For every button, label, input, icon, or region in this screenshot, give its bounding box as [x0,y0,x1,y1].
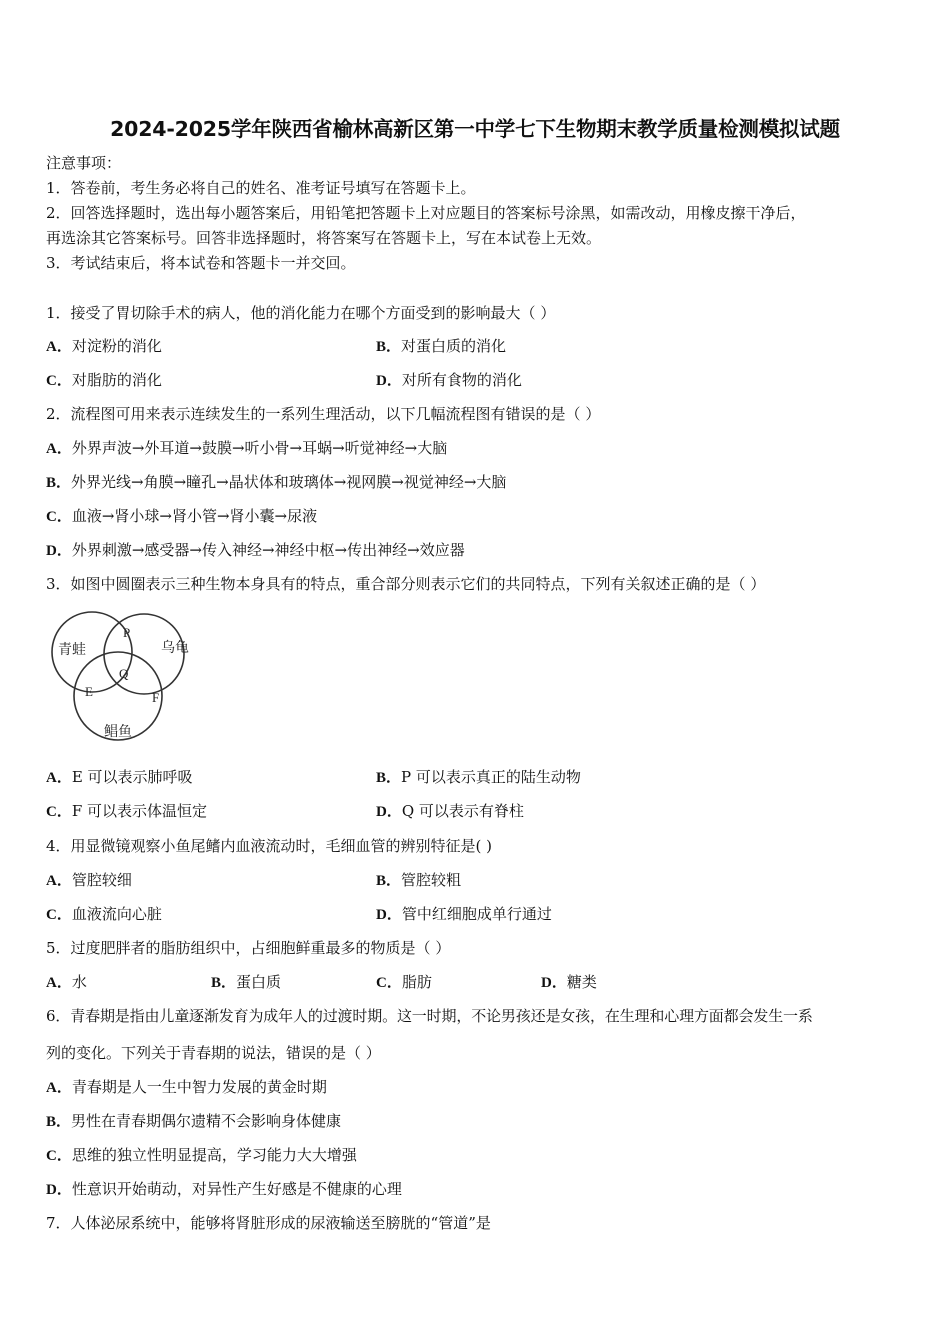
question-5-stem: 5．过度肥胖者的脂肪组织中，占细胞鲜重最多的物质是（ ） [46,939,451,957]
question-5-option-c[interactable]: C．脂肪 [376,973,432,991]
question-3-option-c[interactable]: C．F 可以表示体温恒定 [46,802,208,820]
notice-item-1: 1．答卷前，考生务必将自己的姓名、准考证号填写在答题卡上。 [46,179,476,197]
question-6-option-d[interactable]: D．性意识开始萌动，对异性产生好感是不健康的心理 [46,1180,402,1198]
venn-region-p: P [123,625,131,640]
question-4-option-c[interactable]: C．血液流向心脏 [46,905,162,923]
question-2-stem: 2．流程图可用来表示连续发生的一系列生理活动，以下几幅流程图有错误的是（ ） [46,405,601,423]
question-1-option-a[interactable]: A．对淀粉的消化 [46,337,162,355]
question-2-option-a[interactable]: A．外界声波→外耳道→鼓膜→听小骨→耳蜗→听觉神经→大脑 [46,439,448,457]
venn-diagram [44,605,189,755]
question-3-option-b[interactable]: B．P 可以表示真正的陆生动物 [376,768,581,786]
question-6-option-c[interactable]: C．思维的独立性明显提高，学习能力大大增强 [46,1146,357,1164]
notice-heading: 注意事项： [46,154,122,172]
question-3-stem: 3．如图中圆圈表示三种生物本身具有的特点，重合部分则表示它们的共同特点，下列有关叙述正确的是（ ） [46,575,766,593]
question-1-option-c[interactable]: C．对脂肪的消化 [46,371,162,389]
venn-region-f: F [152,690,160,705]
question-5-option-b[interactable]: B．蛋白质 [211,973,282,991]
question-3-option-d[interactable]: D．Q 可以表示有脊柱 [376,802,524,820]
notice-item-2-cont: 再选涂其它答案标号。回答非选择题时，将答案写在答题卡上，写在本试卷上无效。 [46,229,602,247]
question-6-option-b[interactable]: B．男性在青春期偶尔遗精不会影响身体健康 [46,1112,342,1130]
notice-item-3: 3．考试结束后，将本试卷和答题卡一并交回。 [46,254,356,272]
question-2-option-b[interactable]: B．外界光线→角膜→瞳孔→晶状体和玻璃体→视网膜→视觉神经→大脑 [46,473,507,491]
question-3-option-a[interactable]: A．E 可以表示肺呼吸 [46,768,193,786]
question-6-option-a[interactable]: A．青春期是人一生中智力发展的黄金时期 [46,1078,327,1096]
venn-label-frog: 青蛙 [58,642,86,658]
notice-item-2: 2．回答选择题时，选出每小题答案后，用铅笔把答题卡上对应题目的答案标号涂黑，如需改动，用橡皮擦干净后， [46,204,806,222]
question-4-option-a[interactable]: A．管腔较细 [46,871,132,889]
venn-region-e: E [85,684,93,699]
question-6-stem: 6．青春期是指由儿童逐渐发育为成年人的过渡时期。这一时期，不论男孩还是女孩，在生理和心理方面都会发生一系 [46,1007,813,1025]
question-1-stem: 1．接受了胃切除手术的病人，他的消化能力在哪个方面受到的影响最大（ ） [46,304,556,322]
venn-label-turtle: 乌龟 [161,640,189,656]
question-2-option-d[interactable]: D．外界刺激→感受器→传入神经→神经中枢→传出神经→效应器 [46,541,465,559]
question-4-option-b[interactable]: B．管腔较粗 [376,871,462,889]
question-7-stem: 7．人体泌尿系统中，能够将肾脏形成的尿液输送至膀胱的“管道”是 [46,1214,491,1232]
question-5-option-d[interactable]: D．糖类 [541,973,597,991]
question-6-stem-cont: 列的变化。下列关于青春期的说法，错误的是（ ） [46,1044,381,1062]
question-5-option-a[interactable]: A．水 [46,973,87,991]
question-1-option-b[interactable]: B．对蛋白质的消化 [376,337,507,355]
page-title: 2024-2025学年陕西省榆林高新区第一中学七下生物期末教学质量检测模拟试题 [110,117,840,141]
question-1-option-d[interactable]: D．对所有食物的消化 [376,371,522,389]
question-4-option-d[interactable]: D．管中红细胞成单行通过 [376,905,552,923]
question-2-option-c[interactable]: C．血液→肾小球→肾小管→肾小囊→尿液 [46,507,318,525]
venn-label-fish: 鲳鱼 [104,724,132,740]
question-4-stem: 4．用显微镜观察小鱼尾鳍内血液流动时，毛细血管的辨别特征是( ) [46,837,493,855]
venn-region-q: Q [119,666,129,681]
